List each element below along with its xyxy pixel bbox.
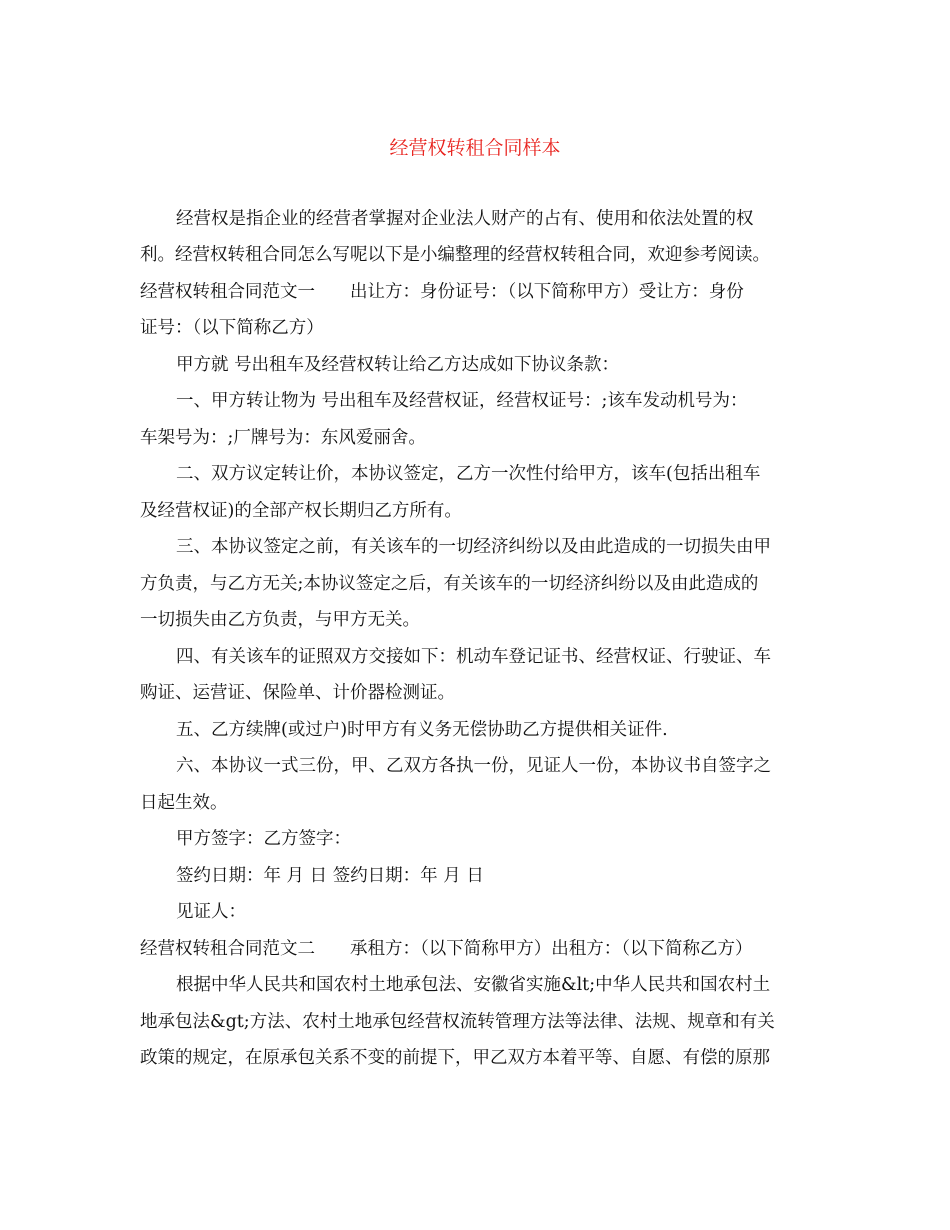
paragraph-line: 地承包法&gt;方法、农村土地承包经营权流转管理方法等法律、法规、规章和有关 xyxy=(140,1012,775,1032)
paragraph-line: 四、有关该车的证照双方交接如下：机动车登记证书、经营权证、行驶证、车 xyxy=(176,647,771,667)
paragraph-line: 经营权是指企业的经营者掌握对企业法人财产的占有、使用和依法处置的权 xyxy=(176,209,754,229)
paragraph-line: 一、甲方转让物为 号出租车及经营权证，经营权证号：;该车发动机号为： xyxy=(176,391,748,411)
signature-line: 甲方签字：乙方签字： xyxy=(176,829,351,849)
paragraph-line: 经营权转租合同范文一 出让方：身份证号：（以下简称甲方）受让方：身份 xyxy=(140,282,744,302)
paragraph-line: 车架号为：;厂牌号为：东风爱丽舍。 xyxy=(140,428,426,448)
paragraph-line: 购证、运营证、保险单、计价器检测证。 xyxy=(140,683,455,703)
paragraph-line: 一切损失由乙方负责，与甲方无关。 xyxy=(140,610,420,630)
paragraph-line: 日起生效。 xyxy=(140,793,228,813)
paragraph-line: 政策的规定，在原承包关系不变的前提下，甲乙双方本着平等、自愿、有偿的原那 xyxy=(140,1048,770,1068)
paragraph-line: 五、乙方续牌(或过户)时甲方有义务无偿协助乙方提供相关证件. xyxy=(176,720,668,740)
paragraph-line: 三、本协议签定之前，有关该车的一切经济纠纷以及由此造成的一切损失由甲 xyxy=(176,537,771,557)
paragraph-line: 二、双方议定转让价，本协议签定，乙方一次性付给甲方，该车(包括出租车 xyxy=(176,464,761,484)
paragraph-line: 证号：（以下简称乙方） xyxy=(140,318,324,338)
paragraph-line: 经营权转租合同范文二 承租方：（以下简称甲方）出租方：（以下简称乙方） xyxy=(140,939,753,959)
paragraph-line: 根据中华人民共和国农村土地承包法、安徽省实施&lt;中华人民共和国农村土 xyxy=(176,975,771,995)
paragraph-line: 利。经营权转租合同怎么写呢以下是小编整理的经营权转租合同，欢迎参考阅读。 xyxy=(140,245,770,265)
paragraph-line: 甲方就 号出租车及经营权转让给乙方达成如下协议条款： xyxy=(176,355,620,375)
document-title: 经营权转租合同样本 xyxy=(389,137,561,159)
date-line: 签约日期：年 月 日 签约日期：年 月 日 xyxy=(176,866,484,886)
paragraph-line: 六、本协议一式三份，甲、乙双方各执一份，见证人一份，本协议书自签字之 xyxy=(176,756,771,776)
paragraph-line: 及经营权证)的全部产权长期归乙方所有。 xyxy=(140,501,462,521)
witness-line: 见证人： xyxy=(176,902,246,922)
paragraph-line: 方负责，与乙方无关;本协议签定之后，有关该车的一切经济纠纷以及由此造成的 xyxy=(140,574,759,594)
